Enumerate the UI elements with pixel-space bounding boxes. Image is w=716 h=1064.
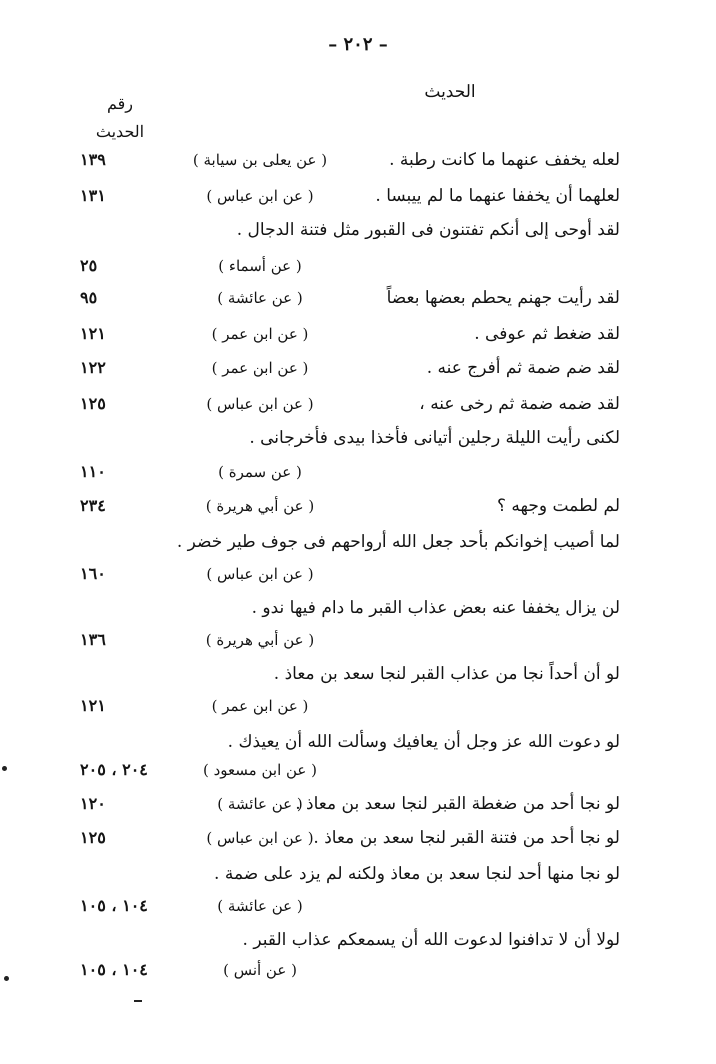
hadith-number: ١٠٤ ، ١٠٥ (80, 896, 148, 915)
hadith-source: ( عن عائشة ) (217, 289, 303, 307)
hadith-number: ٢٣٤ (80, 496, 106, 515)
hadith-source: ( عن عائشة ) (217, 795, 303, 813)
hadith-number: ١٢٥ (80, 394, 106, 413)
hadith-entry (0, 691, 716, 721)
hadith-entry (0, 353, 716, 383)
hadith-entry (0, 283, 716, 313)
hadith-source: ( عن أسماء ) (218, 257, 302, 275)
hadith-entry (0, 181, 716, 211)
hadith-text: لقد ضغط ثم عوفى . (474, 324, 620, 344)
hadith-entry (0, 823, 716, 853)
hadith-text: لو دعوت الله عز وجل أن يعافيك وسألت الله أن يعيذك . (227, 732, 620, 752)
hadith-number: ١٢٠ (80, 794, 106, 813)
hadith-entry (0, 559, 716, 589)
hadith-entry (0, 789, 716, 819)
hadith-text: لما أصيب إخوانكم بأحد جعل الله أرواحهم فى جوف طير خضر . (176, 532, 620, 552)
hadith-text: لم لطمت وجهه ؟ (496, 496, 620, 516)
hadith-text: لو نجا منها أحد لنجا سعد بن معاذ ولكنه لم يزد على ضمة . (214, 864, 620, 884)
hadith-text: لو نجا أحد من فتنة القبر لنجا سعد بن معاذ . (313, 828, 620, 848)
hadith-source: ( عن يعلى بن سيابة ) (192, 151, 328, 169)
hadith-source: ( عن ابن عمر ) (211, 359, 309, 377)
hadith-number: ١٣٩ (80, 150, 106, 169)
hadith-source: ( عن ابن عباس ) (206, 565, 314, 583)
hadith-number: ٩٥ (80, 288, 98, 307)
hadith-text: لكنى رأيت الليلة رجلين أتيانى فأخذا بيدى فأخرجانى . (249, 428, 620, 448)
hadith-number: ١٢١ (80, 696, 106, 715)
hadith-entry (0, 925, 716, 955)
hadith-source: ( عن سمرة ) (218, 463, 302, 481)
hadith-column-header: الحديث (424, 82, 476, 102)
hadith-entry (0, 423, 716, 453)
hadith-source: ( عن ابن عمر ) (211, 325, 309, 343)
hadith-entry (0, 145, 716, 175)
hadith-number: ١٣١ (80, 186, 106, 205)
hadith-text: لقد أوحى إلى أنكم تفتنون فى القبور مثل فتنة الدجال . (236, 220, 620, 240)
hadith-source: ( عن ابن عباس ) (206, 395, 314, 413)
hadith-entry (0, 319, 716, 349)
hadith-number: ٢٠٤ ، ٢٠٥ (80, 760, 148, 779)
number-column-header (80, 90, 160, 146)
hadith-number: ١٢٢ (80, 358, 106, 377)
hadith-text: لو نجا أحد من ضغطة القبر لنجا سعد بن معاذ . (295, 794, 620, 814)
hadith-entry (0, 457, 716, 487)
hadith-entry (0, 659, 716, 689)
hadith-entry (0, 593, 716, 623)
hadith-text: لقد رأيت جهنم يحطم بعضها بعضاً (386, 288, 620, 308)
hadith-text: لعله يخفف عنهما ما كانت رطبة . (389, 150, 620, 170)
hadith-entry (0, 755, 716, 785)
hadith-entry (0, 215, 716, 245)
hadith-text: لو أن أحداً نجا من عذاب القبر لنجا سعد بن معاذ . (273, 664, 620, 684)
hadith-text: لولا أن لا تدافنوا لدعوت الله أن يسمعكم عذاب القبر . (242, 930, 620, 950)
hadith-entry (0, 727, 716, 757)
margin-mark (4, 976, 9, 981)
hadith-number: ١٦٠ (80, 564, 106, 583)
hadith-source: ( عن ابن عباس ) (206, 829, 314, 847)
hadith-source: ( عن أبي هريرة ) (205, 497, 315, 515)
number-header-line2: الحديث (95, 122, 145, 141)
hadith-source: ( عن ابن عباس ) (206, 187, 314, 205)
hadith-number: ١٢١ (80, 324, 106, 343)
hadith-entry (0, 251, 716, 281)
hadith-number: ١٢٥ (80, 828, 106, 847)
hadith-source: ( عن عائشة ) (217, 897, 303, 915)
hadith-source: ( عن ابن عمر ) (211, 697, 309, 715)
hadith-entry (0, 389, 716, 419)
hadith-number: ٢٥ (80, 256, 98, 275)
hadith-entry (0, 891, 716, 921)
hadith-source: ( عن أنس ) (223, 961, 297, 979)
hadith-source: ( عن أبي هريرة ) (205, 631, 315, 649)
number-header-line1: رقم (106, 94, 134, 113)
hadith-number: ١٣٦ (80, 630, 106, 649)
hadith-number: ١٠٤ ، ١٠٥ (80, 960, 148, 979)
hadith-entry (0, 955, 716, 985)
page-number: – ٢٠٢ – (328, 34, 388, 55)
margin-mark (2, 766, 7, 771)
hadith-entry (0, 527, 716, 557)
footer-dash (134, 1000, 142, 1002)
hadith-text: لعلهما أن يخففا عنهما ما لم ييبسا . (375, 186, 620, 206)
hadith-source: ( عن ابن مسعود ) (203, 761, 317, 779)
hadith-text: لن يزال يخففا عنه بعض عذاب القبر ما دام فيها ندو . (251, 598, 620, 618)
hadith-text: لقد ضمه ضمة ثم رخى عنه ، (419, 394, 620, 414)
hadith-entry (0, 625, 716, 655)
hadith-text: لقد ضم ضمة ثم أفرج عنه . (426, 358, 620, 378)
hadith-number: ١١٠ (80, 462, 106, 481)
hadith-entry (0, 859, 716, 889)
hadith-entry (0, 491, 716, 521)
